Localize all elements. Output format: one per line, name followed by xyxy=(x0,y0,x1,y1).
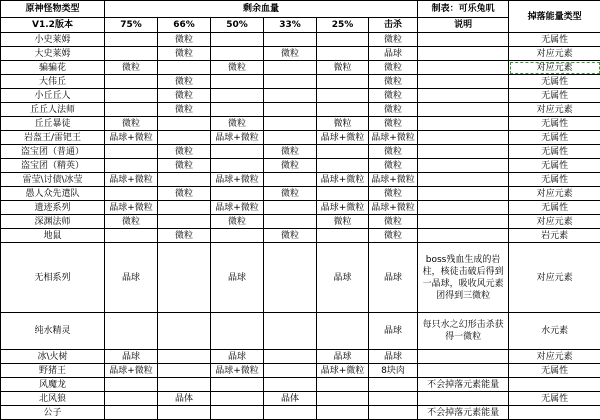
cell-kill: 晶球 xyxy=(369,243,418,313)
col-header-25: 25% xyxy=(317,18,369,33)
cell-75 xyxy=(105,378,158,392)
cell-kill: 微粒 xyxy=(369,215,418,229)
cell-50: 晶球+微粒 xyxy=(211,364,264,378)
cell-25 xyxy=(317,89,369,103)
cell-50: 微粒 xyxy=(211,61,264,75)
cell-kill: 微粒 xyxy=(369,89,418,103)
table-row xyxy=(1,187,600,201)
cell-drop-type: 无属性 xyxy=(509,33,600,47)
cell-66 xyxy=(158,131,211,145)
cell-note: boss残血生成的岩柱，核徒击破后得到一晶球，吸收风元素团得到三微粒 xyxy=(418,243,509,313)
cell-kill: 微粒 xyxy=(369,117,418,131)
cell-33 xyxy=(264,350,317,364)
cell-75 xyxy=(105,145,158,159)
table-row xyxy=(1,229,600,243)
cell-drop-type: 无属性 xyxy=(509,117,600,131)
row-name-cell: 遗迹系列 xyxy=(1,201,105,215)
cell-50 xyxy=(211,33,264,47)
cell-33 xyxy=(264,103,317,117)
cell-25 xyxy=(317,406,369,420)
cell-note xyxy=(418,364,509,378)
cell-note xyxy=(418,392,509,406)
col-header-75: 75% xyxy=(105,18,158,33)
cell-25: 微粒 xyxy=(317,117,369,131)
table-row xyxy=(1,117,600,131)
cell-kill: 微粒 xyxy=(369,103,418,117)
cell-50 xyxy=(211,392,264,406)
cell-75: 晶球+微粒 xyxy=(105,173,158,187)
cell-25: 晶球+微粒 xyxy=(317,364,369,378)
cell-kill: 微粒 xyxy=(369,145,418,159)
cell-50 xyxy=(211,103,264,117)
cell-kill: 微粒 xyxy=(369,61,418,75)
cell-note xyxy=(418,201,509,215)
cell-drop-type: 对应元素 xyxy=(509,103,600,117)
cell-note xyxy=(418,75,509,89)
cell-33: 微粒 xyxy=(264,187,317,201)
cell-drop-type: 无属性 xyxy=(509,145,600,159)
cell-kill: 晶球+微粒 xyxy=(369,173,418,187)
cell-25: 微粒 xyxy=(317,61,369,75)
cell-50: 晶球 xyxy=(211,350,264,364)
header-type-title: 原神怪物类型 xyxy=(1,1,105,18)
cell-75 xyxy=(105,47,158,61)
cell-drop-type: 无属性 xyxy=(509,392,600,406)
cell-75 xyxy=(105,392,158,406)
cell-25 xyxy=(317,313,369,350)
cell-50 xyxy=(211,406,264,420)
cell-note xyxy=(418,103,509,117)
cell-33: 微粒 xyxy=(264,47,317,61)
cell-kill: 8块肉 xyxy=(369,364,418,378)
cell-66: 微粒 xyxy=(158,89,211,103)
cell-50 xyxy=(211,89,264,103)
cell-50 xyxy=(211,145,264,159)
cell-66 xyxy=(158,243,211,313)
table-row xyxy=(1,159,600,173)
cell-drop-type xyxy=(509,378,600,392)
cell-75 xyxy=(105,229,158,243)
cell-kill: 微粒 xyxy=(369,159,418,173)
cell-kill: 微粒 xyxy=(369,229,418,243)
cell-33 xyxy=(264,378,317,392)
cell-75: 晶球 xyxy=(105,350,158,364)
table-row xyxy=(1,173,600,187)
cell-33 xyxy=(264,89,317,103)
row-name-cell: 风魔龙 xyxy=(1,378,105,392)
cell-25 xyxy=(317,229,369,243)
row-name-cell: 盗宝团（精英） xyxy=(1,159,105,173)
cell-33: 微粒 xyxy=(264,159,317,173)
cell-drop-type: 无属性 xyxy=(509,89,600,103)
header-version: V1.2版本 xyxy=(1,18,105,33)
cell-33 xyxy=(264,131,317,145)
cell-50: 晶球+微粒 xyxy=(211,173,264,187)
cell-25 xyxy=(317,392,369,406)
cell-drop-type: 对应元素 xyxy=(509,215,600,229)
table-row xyxy=(1,313,600,350)
cell-33 xyxy=(264,173,317,187)
table-row xyxy=(1,131,600,145)
cell-33 xyxy=(264,75,317,89)
cell-kill xyxy=(369,406,418,420)
row-name-cell: 骗骗花 xyxy=(1,61,105,75)
row-name-cell: 岩盔王/雷钯王 xyxy=(1,131,105,145)
table-row xyxy=(1,392,600,406)
cell-33 xyxy=(264,406,317,420)
cell-75 xyxy=(105,406,158,420)
cell-25: 微粒 xyxy=(317,215,369,229)
cell-50 xyxy=(211,187,264,201)
cell-note xyxy=(418,187,509,201)
table-row xyxy=(1,350,600,364)
row-name-cell: 小丘丘人 xyxy=(1,89,105,103)
table-body xyxy=(1,33,600,420)
cell-66 xyxy=(158,350,211,364)
cell-75: 晶球 xyxy=(105,243,158,313)
col-header-33: 33% xyxy=(264,18,317,33)
cell-kill: 晶球 xyxy=(369,47,418,61)
cell-50 xyxy=(211,75,264,89)
cell-66 xyxy=(158,173,211,187)
cell-note xyxy=(418,215,509,229)
row-name-cell: 丘丘人法师 xyxy=(1,103,105,117)
cell-66 xyxy=(158,215,211,229)
cell-33: 晶体 xyxy=(264,392,317,406)
col-header-kill: 击杀 xyxy=(369,18,418,33)
table-row xyxy=(1,215,600,229)
cell-33 xyxy=(264,117,317,131)
table-row xyxy=(1,406,600,420)
row-name-cell: 深渊法师 xyxy=(1,215,105,229)
cell-25: 晶球+微粒 xyxy=(317,201,369,215)
cell-33 xyxy=(264,61,317,75)
cell-25 xyxy=(317,187,369,201)
header-maker: 制表：可乐兔叽 xyxy=(418,1,509,18)
row-name-cell: 大伟丘 xyxy=(1,75,105,89)
row-name-cell: 无相系列 xyxy=(1,243,105,313)
cell-note: 不会掉落元素能量 xyxy=(418,406,509,420)
cell-kill: 微粒 xyxy=(369,187,418,201)
cell-kill: 晶球 xyxy=(369,350,418,364)
cell-33 xyxy=(264,33,317,47)
table-row xyxy=(1,378,600,392)
cell-25 xyxy=(317,378,369,392)
cell-25 xyxy=(317,47,369,61)
cell-note: 每只水之幻形击杀获得一微粒 xyxy=(418,313,509,350)
row-name-cell: 野猪王 xyxy=(1,364,105,378)
cell-66 xyxy=(158,313,211,350)
cell-33 xyxy=(264,313,317,350)
cell-note xyxy=(418,159,509,173)
cell-50: 晶球+微粒 xyxy=(211,131,264,145)
cell-66: 微粒 xyxy=(158,187,211,201)
cell-drop-type: 无属性 xyxy=(509,201,600,215)
cell-75 xyxy=(105,75,158,89)
cell-25 xyxy=(317,145,369,159)
cell-50: 微粒 xyxy=(211,117,264,131)
cell-66 xyxy=(158,201,211,215)
cell-kill: 微粒 xyxy=(369,75,418,89)
cell-note xyxy=(418,117,509,131)
cell-75 xyxy=(105,89,158,103)
cell-75: 微粒 xyxy=(105,215,158,229)
cell-25 xyxy=(317,75,369,89)
row-name-cell: 雷莹\讨债\冰莹 xyxy=(1,173,105,187)
cell-33: 微粒 xyxy=(264,145,317,159)
cell-note xyxy=(418,131,509,145)
cell-kill xyxy=(369,378,418,392)
cell-drop-type: 无属性 xyxy=(509,159,600,173)
table-row xyxy=(1,75,600,89)
cell-note xyxy=(418,47,509,61)
cell-33 xyxy=(264,201,317,215)
cell-75: 晶球+微粒 xyxy=(105,201,158,215)
cell-66: 微粒 xyxy=(158,103,211,117)
cell-50: 晶球 xyxy=(211,243,264,313)
cell-75 xyxy=(105,33,158,47)
cell-drop-type: 无属性 xyxy=(509,131,600,145)
cell-50 xyxy=(211,47,264,61)
cell-25 xyxy=(317,159,369,173)
cell-drop-type: 无属性 xyxy=(509,75,600,89)
cell-66: 微粒 xyxy=(158,145,211,159)
col-header-66: 66% xyxy=(158,18,211,33)
cell-drop-type: 水元素 xyxy=(509,313,600,350)
cell-66 xyxy=(158,364,211,378)
cell-25: 晶球+微粒 xyxy=(317,173,369,187)
table-row xyxy=(1,364,600,378)
cell-50 xyxy=(211,159,264,173)
cell-note xyxy=(418,33,509,47)
cell-25 xyxy=(317,103,369,117)
cell-50: 晶球+微粒 xyxy=(211,201,264,215)
cell-kill xyxy=(369,392,418,406)
row-name-cell: 冰\火树 xyxy=(1,350,105,364)
cell-66 xyxy=(158,117,211,131)
cell-75: 晶球+微粒 xyxy=(105,131,158,145)
cell-33 xyxy=(264,364,317,378)
cell-note xyxy=(418,89,509,103)
cell-33 xyxy=(264,215,317,229)
cell-66: 晶体 xyxy=(158,392,211,406)
cell-kill: 晶球+微粒 xyxy=(369,131,418,145)
table-row xyxy=(1,103,600,117)
cell-66: 微粒 xyxy=(158,159,211,173)
table-row xyxy=(1,61,600,75)
cell-33 xyxy=(264,243,317,313)
row-name-cell: 地鼠 xyxy=(1,229,105,243)
cell-note xyxy=(418,61,509,75)
header-drop-type: 掉落能量类型 xyxy=(509,1,600,33)
cell-25: 晶球 xyxy=(317,350,369,364)
cell-kill: 晶球+微粒 xyxy=(369,201,418,215)
cell-75: 微粒 xyxy=(105,61,158,75)
table-row xyxy=(1,47,600,61)
cell-drop-type: 对应元素 xyxy=(509,61,600,75)
cell-drop-type: 对应元素 xyxy=(509,187,600,201)
cell-33: 微粒 xyxy=(264,229,317,243)
cell-66: 微粒 xyxy=(158,33,211,47)
row-name-cell: 纯水精灵 xyxy=(1,313,105,350)
cell-drop-type: 对应元素 xyxy=(509,47,600,61)
cell-75 xyxy=(105,187,158,201)
cell-66: 微粒 xyxy=(158,47,211,61)
cell-drop-type: 无属性 xyxy=(509,364,600,378)
cell-kill: 微粒 xyxy=(369,33,418,47)
table-row xyxy=(1,243,600,313)
cell-50 xyxy=(211,229,264,243)
cell-50 xyxy=(211,313,264,350)
cell-drop-type: 对应元素 xyxy=(509,350,600,364)
col-header-50: 50% xyxy=(211,18,264,33)
cell-note: 不会掉落元素能量 xyxy=(418,378,509,392)
cell-66: 微粒 xyxy=(158,75,211,89)
cell-note xyxy=(418,145,509,159)
row-name-cell: 北风狼 xyxy=(1,392,105,406)
table-row xyxy=(1,89,600,103)
col-header-note: 说明 xyxy=(418,18,509,33)
cell-drop-type: 岩元素 xyxy=(509,229,600,243)
cell-75 xyxy=(105,313,158,350)
cell-66: 微粒 xyxy=(158,229,211,243)
row-name-cell: 盗宝团（普通） xyxy=(1,145,105,159)
cell-drop-type xyxy=(509,406,600,420)
table-row xyxy=(1,201,600,215)
row-name-cell: 丘丘暴徒 xyxy=(1,117,105,131)
cell-66 xyxy=(158,406,211,420)
cell-25: 晶球+微粒 xyxy=(317,131,369,145)
cell-25 xyxy=(317,33,369,47)
table-row xyxy=(1,33,600,47)
row-name-cell: 小史莱姆 xyxy=(1,33,105,47)
cell-drop-type: 无属性 xyxy=(509,173,600,187)
cell-kill: 晶球 xyxy=(369,313,418,350)
row-name-cell: 公子 xyxy=(1,406,105,420)
row-name-cell: 大史莱姆 xyxy=(1,47,105,61)
table-row xyxy=(1,145,600,159)
cell-note xyxy=(418,173,509,187)
cell-75: 晶球+微粒 xyxy=(105,364,158,378)
cell-66 xyxy=(158,378,211,392)
row-name-cell: 愚人众先遣队 xyxy=(1,187,105,201)
cell-75: 微粒 xyxy=(105,117,158,131)
cell-50: 微粒 xyxy=(211,215,264,229)
cell-75 xyxy=(105,159,158,173)
cell-note xyxy=(418,350,509,364)
cell-50 xyxy=(211,378,264,392)
cell-note xyxy=(418,229,509,243)
cell-66 xyxy=(158,61,211,75)
header-remaining-hp: 剩余血量 xyxy=(105,1,418,18)
cell-75 xyxy=(105,103,158,117)
cell-drop-type: 对应元素 xyxy=(509,243,600,313)
cell-25: 晶球 xyxy=(317,243,369,313)
